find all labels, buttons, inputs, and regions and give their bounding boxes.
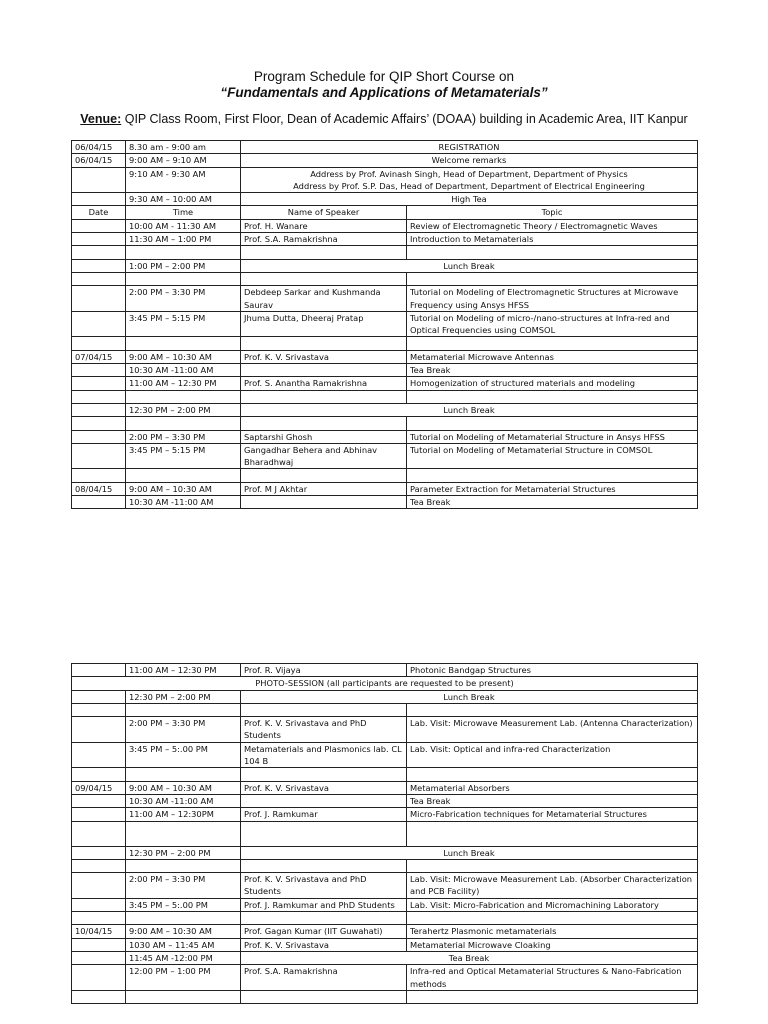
speaker-cell: Prof. M J Akhtar [241, 482, 407, 495]
empty-cell [72, 390, 126, 403]
topic-cell: Tutorial on Modeling of Electromagnetic Structures at Microwave Frequency using Ansys HFSS [407, 286, 698, 312]
date-cell [72, 233, 126, 246]
event-cell: Lunch Break [241, 403, 698, 416]
empty-cell [241, 417, 407, 430]
time-cell: 10:30 AM -11:00 AM [126, 794, 241, 807]
speaker-cell [241, 496, 407, 509]
empty-cell [407, 337, 698, 350]
speaker-cell: Prof. K. V. Srivastava [241, 781, 407, 794]
topic-cell: Photonic Bandgap Structures [407, 664, 698, 677]
empty-cell [72, 272, 126, 285]
event-cell: High Tea [241, 193, 698, 206]
time-cell: 11:00 AM – 12:30PM [126, 808, 241, 821]
empty-cell [407, 768, 698, 781]
empty-cell [126, 912, 241, 925]
empty-cell [126, 859, 241, 872]
time-cell: 12:00 PM – 1:00 PM [126, 965, 241, 991]
date-cell [72, 690, 126, 703]
speaker-cell: Prof. K. V. Srivastava [241, 938, 407, 951]
date-cell [72, 443, 126, 469]
table-row [72, 337, 698, 350]
full-width-note: PHOTO-SESSION (all participants are requested to be present) [72, 677, 698, 690]
date-cell [72, 808, 126, 821]
table-row [72, 403, 698, 416]
empty-cell [241, 469, 407, 482]
table-row [72, 259, 698, 272]
table-row [72, 286, 698, 312]
empty-cell [241, 859, 407, 872]
speaker-cell: Debdeep Sarkar and Kushmanda Saurav [241, 286, 407, 312]
time-cell: 2:00 PM – 3:30 PM [126, 717, 241, 743]
title-line-1: Program Schedule for QIP Short Course on [253, 69, 515, 84]
date-cell [72, 951, 126, 964]
speaker-cell: Metamaterials and Plasmonics lab. CL 104 B [241, 742, 407, 768]
table-row [72, 154, 698, 167]
table-row [72, 898, 698, 911]
date-cell: 06/04/15 [72, 154, 126, 167]
speaker-cell: Prof. J. Ramkumar [241, 808, 407, 821]
event-cell: Lunch Break [241, 690, 698, 703]
time-cell: 9:00 AM – 10:30 AM [126, 781, 241, 794]
table-row [72, 246, 698, 259]
topic-cell: Homogenization of structured materials and modeling [407, 377, 698, 390]
speaker-cell: Prof. K. V. Srivastava and PhD Students [241, 873, 407, 899]
schedule-table-2 [71, 663, 698, 1004]
time-cell: 9:00 AM – 10:30 AM [126, 482, 241, 495]
table-row [72, 141, 698, 154]
time-cell: 10:30 AM -11:00 AM [126, 364, 241, 377]
empty-cell [72, 912, 126, 925]
date-cell: Date [72, 206, 126, 219]
empty-cell [407, 417, 698, 430]
empty-cell [407, 246, 698, 259]
time-cell: 9:00 AM – 10:30 AM [126, 350, 241, 363]
table-row [72, 965, 698, 991]
date-cell [72, 259, 126, 272]
topic-cell: Tea Break [407, 496, 698, 509]
empty-cell [241, 821, 407, 846]
event-cell: REGISTRATION [241, 141, 698, 154]
table-row [72, 873, 698, 899]
topic-cell: Tutorial on Modeling of micro-/nano-structures at Infra-red and Optical Frequencies using COMSOL [407, 311, 698, 337]
table-row [72, 768, 698, 781]
date-cell [72, 496, 126, 509]
event-cell: Lunch Break [241, 846, 698, 859]
date-cell [72, 364, 126, 377]
date-cell [72, 167, 126, 193]
time-cell: 2:00 PM – 3:30 PM [126, 286, 241, 312]
empty-cell [126, 821, 241, 846]
empty-cell [241, 337, 407, 350]
date-cell [72, 377, 126, 390]
table-row [72, 469, 698, 482]
topic-cell: Lab. Visit: Microwave Measurement Lab. (Antenna Characterization) [407, 717, 698, 743]
table-row [72, 272, 698, 285]
speaker-cell: Prof. H. Wanare [241, 219, 407, 232]
topic-cell: Introduction to Metamaterials [407, 233, 698, 246]
table-row [72, 951, 698, 964]
time-cell: 9:00 AM – 9:10 AM [126, 154, 241, 167]
empty-cell [407, 990, 698, 1003]
date-cell: 08/04/15 [72, 482, 126, 495]
empty-cell [72, 469, 126, 482]
topic-cell: Tutorial on Modeling of Metamaterial Structure in Ansys HFSS [407, 430, 698, 443]
table-row [72, 742, 698, 768]
speaker-cell: Prof. K. V. Srivastava [241, 350, 407, 363]
venue-label: Venue: [80, 112, 122, 126]
date-cell: 07/04/15 [72, 350, 126, 363]
empty-cell [126, 417, 241, 430]
speaker-cell: Prof. R. Vijaya [241, 664, 407, 677]
empty-cell [241, 703, 407, 716]
topic-cell: Parameter Extraction for Metamaterial Structures [407, 482, 698, 495]
event-cell: Welcome remarks [241, 154, 698, 167]
empty-cell [72, 821, 126, 846]
time-cell: 12:30 PM – 2:00 PM [126, 403, 241, 416]
date-cell [72, 403, 126, 416]
empty-cell [126, 246, 241, 259]
topic-cell: Terahertz Plasmonic metamaterials [407, 925, 698, 938]
table-row [72, 808, 698, 821]
empty-cell [126, 272, 241, 285]
date-cell [72, 794, 126, 807]
time-cell: 10:00 AM - 11:30 AM [126, 219, 241, 232]
time-cell: 12:30 PM – 2:00 PM [126, 846, 241, 859]
table-row [72, 781, 698, 794]
table-row [72, 846, 698, 859]
speaker-cell [241, 794, 407, 807]
empty-cell [126, 990, 241, 1003]
empty-cell [72, 246, 126, 259]
event-cell: Tea Break [241, 951, 698, 964]
empty-cell [126, 703, 241, 716]
table-row [72, 925, 698, 938]
date-cell [72, 286, 126, 312]
table-row [72, 350, 698, 363]
table-row [72, 703, 698, 716]
empty-cell [407, 821, 698, 846]
speaker-cell: Name of Speaker [241, 206, 407, 219]
empty-cell [407, 469, 698, 482]
topic-cell: Tutorial on Modeling of Metamaterial Structure in COMSOL [407, 443, 698, 469]
empty-cell [241, 912, 407, 925]
event-cell: Lunch Break [241, 259, 698, 272]
speaker-cell: Prof. K. V. Srivastava and PhD Students [241, 717, 407, 743]
date-cell [72, 664, 126, 677]
speaker-cell: Prof. S.A. Ramakrishna [241, 233, 407, 246]
table-row [72, 990, 698, 1003]
topic-cell: Micro-Fabrication techniques for Metamaterial Structures [407, 808, 698, 821]
time-cell: 10:30 AM -11:00 AM [126, 496, 241, 509]
time-cell: 1:00 PM – 2:00 PM [126, 259, 241, 272]
empty-cell [72, 768, 126, 781]
time-cell: 11:45 AM -12:00 PM [126, 951, 241, 964]
date-cell [72, 965, 126, 991]
empty-cell [407, 859, 698, 872]
speaker-cell: Gangadhar Behera and Abhinav Bharadhwaj [241, 443, 407, 469]
topic-cell: Infra-red and Optical Metamaterial Structures & Nano-Fabrication methods [407, 965, 698, 991]
table-row [72, 677, 698, 690]
empty-cell [241, 390, 407, 403]
date-cell [72, 430, 126, 443]
title-line-2: “Fundamentals and Applications of Metamaterials” [220, 85, 548, 100]
topic-cell: Metamaterial Absorbers [407, 781, 698, 794]
speaker-cell: Prof. S. Anantha Ramakrishna [241, 377, 407, 390]
topic-cell: Lab. Visit: Micro-Fabrication and Micromachining Laboratory [407, 898, 698, 911]
empty-cell [407, 390, 698, 403]
table-row [72, 443, 698, 469]
table-row [72, 664, 698, 677]
date-cell [72, 846, 126, 859]
speaker-cell [241, 364, 407, 377]
table-row [72, 496, 698, 509]
time-cell: 2:00 PM – 3:30 PM [126, 430, 241, 443]
empty-cell [407, 703, 698, 716]
empty-cell [72, 417, 126, 430]
empty-cell [407, 912, 698, 925]
date-cell: 06/04/15 [72, 141, 126, 154]
table-row [72, 390, 698, 403]
date-cell [72, 717, 126, 743]
topic-cell: Metamaterial Microwave Antennas [407, 350, 698, 363]
time-cell: 9:30 AM – 10:00 AM [126, 193, 241, 206]
date-cell [72, 742, 126, 768]
table-row [72, 859, 698, 872]
empty-cell [241, 246, 407, 259]
time-cell: 3:45 PM – 5:.00 PM [126, 898, 241, 911]
time-cell: 3:45 PM – 5:.00 PM [126, 742, 241, 768]
empty-cell [126, 390, 241, 403]
table-row [72, 938, 698, 951]
table-row [72, 821, 698, 846]
topic-cell: Tea Break [407, 794, 698, 807]
time-cell: 11:30 AM – 1:00 PM [126, 233, 241, 246]
time-cell: 8.30 am - 9:00 am [126, 141, 241, 154]
table-row [72, 167, 698, 193]
table-row [72, 690, 698, 703]
topic-cell: Topic [407, 206, 698, 219]
time-cell: 12:30 PM – 2:00 PM [126, 690, 241, 703]
empty-cell [126, 469, 241, 482]
speaker-cell: Saptarshi Ghosh [241, 430, 407, 443]
table-row [72, 912, 698, 925]
table-row [72, 219, 698, 232]
date-cell [72, 219, 126, 232]
date-cell: 10/04/15 [72, 925, 126, 938]
empty-cell [72, 990, 126, 1003]
table-row [72, 377, 698, 390]
time-cell: 9:00 AM – 10:30 AM [126, 925, 241, 938]
time-cell: 11:00 AM – 12:30 PM [126, 664, 241, 677]
event-cell: Address by Prof. Avinash Singh, Head of Department, Department of Physics Address by Prof. S.P. Das, Head of Department, Department of Electrical Engineering [241, 167, 698, 193]
table-row [72, 311, 698, 337]
topic-cell: Review of Electromagnetic Theory / Electromagnetic Waves [407, 219, 698, 232]
time-cell: 11:00 AM – 12:30 PM [126, 377, 241, 390]
date-cell [72, 873, 126, 899]
table-row [72, 482, 698, 495]
time-cell: Time [126, 206, 241, 219]
empty-cell [72, 337, 126, 350]
speaker-cell: Prof. J. Ramkumar and PhD Students [241, 898, 407, 911]
table-row [72, 364, 698, 377]
speaker-cell: Jhuma Dutta, Dheeraj Pratap [241, 311, 407, 337]
date-cell [72, 193, 126, 206]
topic-cell: Lab. Visit: Microwave Measurement Lab. (Absorber Characterization and PCB Facility) [407, 873, 698, 899]
table-row [72, 193, 698, 206]
speaker-cell: Prof. Gagan Kumar (IIT Guwahati) [241, 925, 407, 938]
table-row [72, 417, 698, 430]
table-row [72, 717, 698, 743]
time-cell: 1030 AM – 11:45 AM [126, 938, 241, 951]
topic-cell: Metamaterial Microwave Cloaking [407, 938, 698, 951]
empty-cell [241, 272, 407, 285]
time-cell: 3:45 PM – 5:15 PM [126, 311, 241, 337]
empty-cell [72, 859, 126, 872]
empty-cell [72, 703, 126, 716]
empty-cell [241, 990, 407, 1003]
table-row [72, 794, 698, 807]
time-cell: 9:10 AM - 9:30 AM [126, 167, 241, 193]
time-cell: 3:45 PM – 5:15 PM [126, 443, 241, 469]
date-cell [72, 898, 126, 911]
date-cell [72, 938, 126, 951]
speaker-cell: Prof. S.A. Ramakrishna [241, 965, 407, 991]
venue-text: QIP Class Room, First Floor, Dean of Academic Affairs’ (DOAA) building in Academic Area, IIT Kanpur [121, 112, 688, 126]
table-row [72, 206, 698, 219]
topic-cell: Tea Break [407, 364, 698, 377]
date-cell [72, 311, 126, 337]
empty-cell [126, 768, 241, 781]
topic-cell: Lab. Visit: Optical and infra-red Characterization [407, 742, 698, 768]
empty-cell [241, 768, 407, 781]
schedule-table-1 [71, 140, 698, 509]
empty-cell [407, 272, 698, 285]
empty-cell [126, 337, 241, 350]
table-row [72, 233, 698, 246]
date-cell: 09/04/15 [72, 781, 126, 794]
table-row [72, 430, 698, 443]
venue-line [0, 112, 768, 126]
time-cell: 2:00 PM – 3:30 PM [126, 873, 241, 899]
